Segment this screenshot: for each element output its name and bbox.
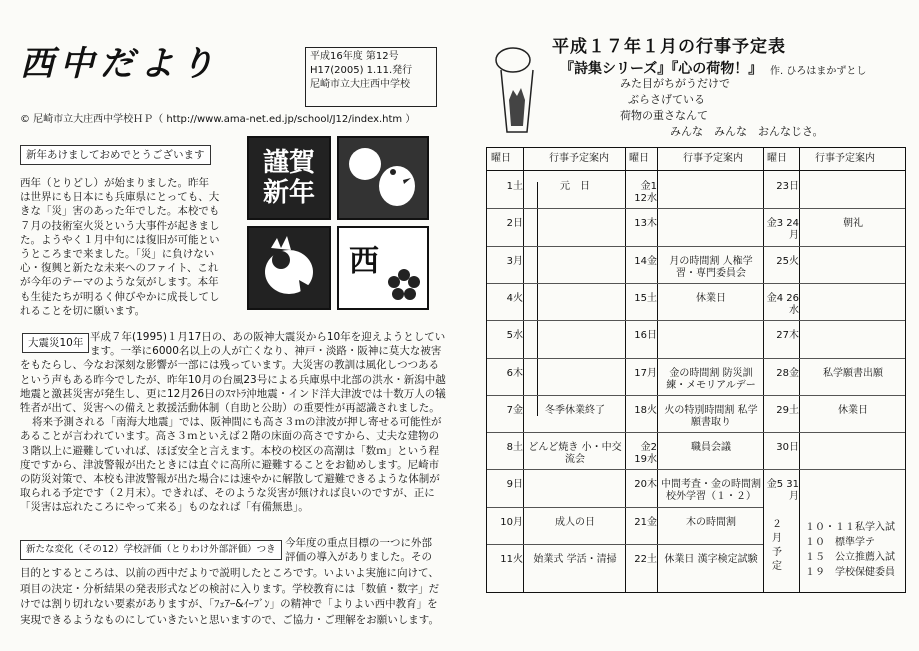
row-divider — [487, 283, 905, 284]
table-cell-d1: 9日 — [506, 479, 523, 491]
poem-heading: 『詩集シリーズ』『心の荷物！』 — [560, 61, 763, 77]
table-cell-e3: 私学願書出願 — [823, 367, 883, 379]
table-cell-d3: 30日 — [776, 442, 799, 454]
quake-heading: 大震災10年 — [22, 333, 89, 353]
header-event-1: 行事予定案内 — [549, 153, 609, 164]
table-cell-d2: 20木 — [634, 479, 657, 491]
text-line: をもたらし、今なお深刻な影響が一部には残っています。大災害の教訓は風化しつつある — [20, 359, 440, 372]
table-cell-d2: 14金 — [634, 255, 657, 267]
text-line: 項目の決定・分析結果の発表形式などの検討に入ります。学校教育には「数値・数字」だ — [20, 582, 440, 595]
table-cell-d2: 金1 12水 — [634, 181, 657, 204]
table-cell-e2: 休業日 — [696, 292, 726, 304]
evaluation-paragraph — [20, 566, 440, 628]
table-cell-d1: 3月 — [506, 255, 523, 267]
table-cell-d1: 2日 — [506, 218, 523, 230]
text-line: が今年のテーマのような気がします。本年 — [20, 276, 219, 289]
table-cell-d1: 8土 — [506, 442, 523, 454]
text-line: という声もある昨今でしたが、昨年10月の台風23号による兵庫県中北部の洪水・新潟中越 — [20, 373, 446, 386]
text-line: きな「災」害のあった年でした。本校でも — [20, 205, 220, 218]
text-line: 実現できるようなものにしていきたいと思いますので、ご協力・ご理解をお願いします。 — [20, 613, 439, 626]
table-cell-d2: 金2 19水 — [634, 442, 657, 466]
table-cell-d1: 10月 — [500, 516, 523, 528]
table-cell-d1: 6木 — [506, 367, 523, 379]
table-cell-e1: 始業式 学活・清掃 — [533, 554, 617, 565]
text-line: けでは割り切れない要素がありますが、「ﾌｪｱｰ&ｲｰﾌﾞﾝ」の精神で「よりよい西中教育」を — [20, 598, 438, 610]
issue-info-box — [305, 47, 437, 107]
table-cell-d1: 1土 — [506, 181, 523, 192]
text-line: れることを切に願います。 — [20, 304, 146, 317]
text-line: 心・復興と新たな未来へのファイト、これ — [20, 262, 219, 275]
row-divider — [487, 208, 905, 209]
table-cell-e1: どんど焼き 小・中交流会 — [528, 442, 622, 466]
table-cell-e2: 月の時間割 人権学習・専門委員会 — [669, 255, 753, 279]
text-line: た。ようやく１月中旬には復旧が可能とい — [20, 233, 220, 246]
nishi-plum-stamp: 西 — [337, 226, 429, 310]
poem-line: みんな みんな おんなじさ。 — [670, 125, 824, 138]
row-divider — [487, 469, 905, 470]
plum-flower-icon — [387, 268, 421, 302]
text-line: 西年（とりどし）が始まりました。昨年 — [20, 177, 209, 189]
poem — [620, 76, 824, 140]
row-divider — [487, 544, 763, 545]
table-cell-e1: 冬季休業終了 — [545, 404, 605, 416]
school-name: 尼崎市立大庄西中学校 — [310, 79, 410, 90]
quake-paragraph — [20, 330, 446, 515]
text-line: 度ですから、津波警報が出たときには直ぐに高所に避難することをお勧めします。尼崎市 — [20, 458, 440, 471]
table-cell-d3: 金5 31月 — [766, 479, 799, 503]
text-line: うところまで来ました。「災」に負けない — [20, 248, 215, 261]
table-cell-d3: 金3 24月 — [766, 218, 799, 242]
row-divider — [487, 395, 905, 396]
table-cell-d1: 5水 — [506, 330, 523, 342]
table-cell-e1: 元 日 — [560, 181, 590, 192]
text-line: の防災対策で、本校も津波警報が出た場合には速やかに解散して避難できるような体制が — [20, 473, 440, 486]
text-line: ３階以上に避難していれば、ほぼ安全と言えます。本校の校区の高潮は「数ｍ」という程 — [20, 444, 440, 457]
issue-number: 平成16年度 第12号 — [310, 51, 399, 62]
table-cell-e2: 職員会議 — [691, 442, 731, 454]
feb-item: １０ 標準学テ — [805, 537, 875, 548]
row-divider — [487, 507, 763, 508]
table-cell-d1: 4火 — [506, 292, 523, 304]
poem-line: みた目がちがうだけで — [620, 77, 730, 90]
schedule-title: 平成１７年１月の行事予定表 — [552, 37, 786, 57]
schedule-table — [486, 147, 906, 593]
text-line: 取られる予定です（２月末）。できれば、そのような災害が無ければ良いのですが、正に — [20, 487, 435, 500]
header-event-2: 行事予定案内 — [683, 153, 743, 164]
table-cell-d3: 27木 — [776, 330, 799, 342]
text-line: 平成７年(1995)１月17日の、あの阪神大震災から10年を迎えようとしてい — [90, 331, 446, 343]
text-line: 「災害は忘れたころにやって来る」ものなれば「有備無患」。 — [20, 501, 309, 514]
header-day-1: 曜日 — [491, 153, 511, 164]
table-cell-d3: 23日 — [776, 181, 799, 192]
header-day-3: 曜日 — [767, 153, 787, 164]
feb-item: １５ 公立推薦入試 — [805, 552, 895, 563]
text-line: も生徒たちが明るく伸びやかに成長してし — [20, 290, 220, 303]
text-line: 地震と激甚災害が発生し、更に12月26日のｽﾏﾄﾗ沖地震・インド洋大津波では十数万人の犠 — [20, 387, 446, 400]
trophy-illustration — [493, 40, 543, 140]
table-cell-d2: 21金 — [634, 516, 657, 528]
february-items — [805, 520, 895, 580]
rooster-icon — [247, 226, 331, 310]
text-line: ます。一挙に6000名以上の人が亡くなり、神戸・淡路・阪神に莫大な被害 — [90, 345, 442, 358]
table-cell-d3: 25火 — [776, 255, 799, 267]
homepage-link[interactable]: © 尼崎市立大庄西中学校ＨＰ（ http://www.ama-net.ed.jp/school/J12/index.htm ） — [20, 114, 416, 125]
vacation-period-bar — [537, 182, 538, 416]
table-cell-d2: 16日 — [634, 330, 657, 342]
table-cell-d3: 29土 — [776, 404, 799, 416]
table-cell-e3: 朝礼 — [843, 218, 863, 230]
feb-item: １９ 学校保健委員 — [805, 567, 895, 578]
newsletter-title: 西中だより — [20, 44, 220, 84]
table-cell-e2: 中間考査・金の時間割 校外学習（１・２） — [661, 479, 761, 503]
text-line: ７月の技術室火災という大事件が起きまし — [20, 219, 220, 232]
table-cell-e2: 金の時間割 防災訓練・メモリアルデー — [666, 367, 756, 391]
table-cell-e3: 休業日 — [838, 404, 868, 416]
table-cell-d1: 7金 — [506, 404, 523, 416]
row-divider — [487, 246, 905, 247]
table-cell-e1: 成人の日 — [555, 516, 595, 528]
new-year-artwork — [247, 136, 430, 306]
feb-item: １０・１１私学入試 — [805, 522, 895, 533]
february-label: ２ 月 予 定 — [772, 519, 782, 572]
evaluation-heading: 新たな変化（その12）学校評価（とりわけ外部評価）つき — [20, 540, 282, 560]
text-line: 牲者が出て、災害への備えと救援活動体制（自助と公助）の重要性が再認識されました。 — [20, 402, 440, 415]
text-line: あることが言われています。高さ３ｍといえば２階の床面の高さですから、丈夫な建物の — [20, 430, 440, 443]
text-line: 目的とするところは、以前の西中だよりで説明したところです。いよいよ実施に向けて、 — [20, 567, 439, 579]
poem-line: 荷物の重さなんて — [620, 109, 708, 122]
evaluation-intro — [285, 536, 432, 564]
table-cell-d2: 15土 — [634, 292, 657, 304]
kinga-shinnen-stamp: 謹賀新年 — [247, 136, 331, 220]
issue-date: H17(2005) 1.11.発行 — [310, 65, 413, 76]
table-cell-e2: 火の特別時間割 私学願書取り — [664, 404, 758, 428]
table-cell-e2: 休業日 漢字検定試験 — [664, 554, 758, 565]
new-year-heading: 新年あけましておめでとうございます — [20, 145, 211, 165]
row-divider — [487, 432, 905, 433]
poem-author: 作. ひろはまかずとし — [770, 66, 867, 77]
table-cell-d2: 22土 — [634, 554, 657, 565]
table-cell-e2: 木の時間割 — [686, 516, 736, 528]
new-year-paragraph — [20, 176, 242, 318]
row-divider — [487, 320, 905, 321]
text-line: 将来予測される「南海大地震」では、阪神間にも高さ３ｍの津波が押し寄せる可能性が — [32, 416, 442, 429]
row-divider — [487, 358, 905, 359]
text-line: 今年度の重点目標の一つに外部 — [285, 537, 432, 549]
table-cell-d3: 金4 26水 — [766, 292, 799, 316]
header-event-3: 行事予定案内 — [815, 153, 875, 164]
table-cell-d2: 18火 — [634, 404, 657, 416]
poem-line: ぶらさげている — [628, 93, 705, 106]
header-day-2: 曜日 — [629, 153, 649, 164]
sun-chick-icon — [337, 136, 429, 220]
table-cell-d3: 28金 — [776, 367, 799, 379]
table-cell-d2: 13木 — [634, 218, 657, 230]
text-line: は世界にも日本にも兵庫県にとっても、大 — [20, 191, 220, 204]
table-cell-d1: 11火 — [500, 554, 523, 565]
table-cell-d2: 17月 — [634, 367, 657, 379]
text-line: 評価の導入がありました。その — [285, 551, 432, 564]
table-header — [487, 148, 905, 171]
